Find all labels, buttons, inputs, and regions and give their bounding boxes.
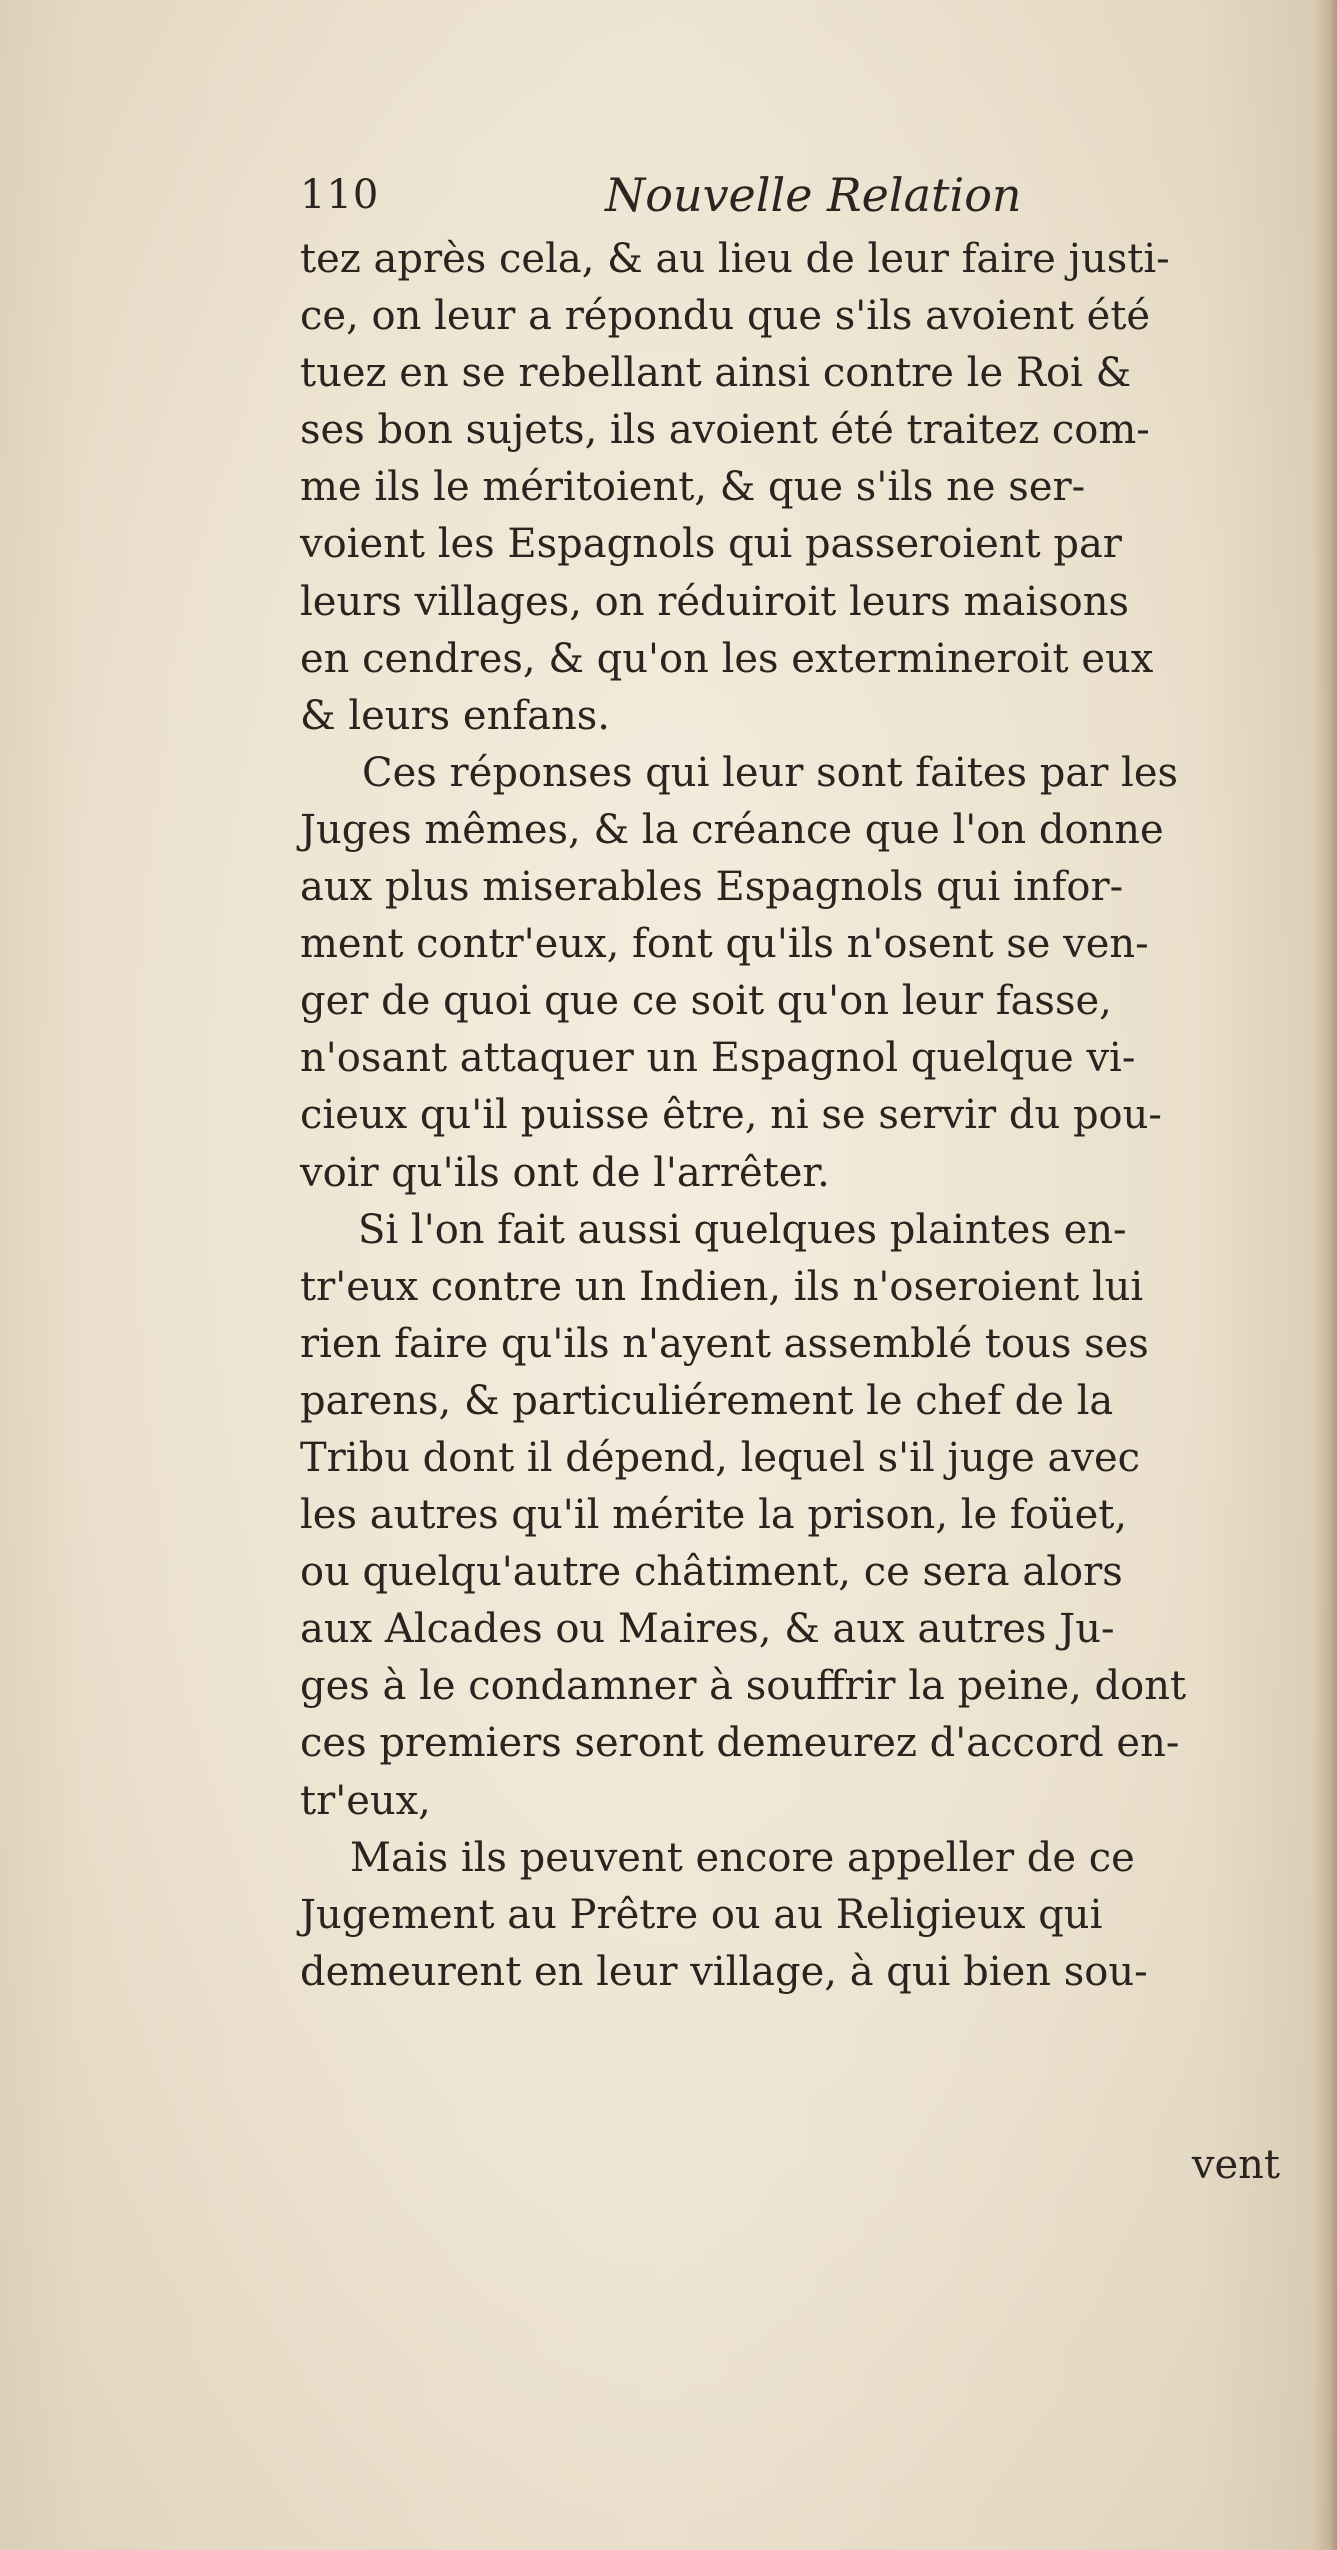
text-line: Juges mêmes, & la créance que l'on donne — [300, 806, 1164, 853]
text-line: ou quelqu'autre châtiment, ce sera alors — [300, 1549, 1123, 1596]
text-line: n'osant attaquer un Espagnol quelque vi- — [300, 1035, 1136, 1082]
text-line: leurs villages, on réduiroit leurs maisons — [300, 578, 1130, 625]
text-line: Jugement au Prêtre ou au Religieux qui — [300, 1891, 1103, 1938]
text-line: aux Alcades ou Maires, & aux autres Ju- — [300, 1606, 1115, 1653]
text-line: ges à le condamner à souffrir la peine, dont — [300, 1663, 1187, 1710]
text-line: en cendres, & qu'on les extermineroit eux — [300, 635, 1154, 682]
text-line: tez après cela, & au lieu de leur faire justi- — [300, 236, 1170, 282]
text-line: rien faire qu'ils n'ayent assemblé tous ses — [300, 1320, 1149, 1367]
text-line: me ils le méritoient, & que s'ils ne ser- — [300, 464, 1086, 511]
text-line: les autres qu'il mérite la prison, le foüet, — [300, 1492, 1128, 1539]
text-line: ces premiers seront demeurez d'accord en- — [300, 1720, 1180, 1767]
text-line: ment contr'eux, font qu'ils n'osent se ven- — [300, 921, 1149, 968]
running-head: Nouvelle Relation — [605, 168, 1022, 222]
text-line: tr'eux contre un Indien, ils n'oseroient lui — [300, 1263, 1144, 1310]
text-line: Mais ils peuvent encore appeller de ce — [350, 1834, 1135, 1881]
page-edge-shadow — [1313, 0, 1337, 2550]
text-line: demeurent en leur village, à qui bien sou- — [300, 1948, 1148, 1995]
text-line: parens, & particuliérement le chef de la — [300, 1377, 1114, 1424]
text-line: ce, on leur a répondu que s'ils avoient été — [300, 293, 1151, 340]
text-line: tr'eux, — [300, 1777, 431, 1824]
text-line: cieux qu'il puisse être, ni se servir du pou- — [300, 1092, 1162, 1139]
page-header — [300, 160, 1060, 230]
text-line: tuez en se rebellant ainsi contre le Roi & — [300, 350, 1132, 397]
text-line: Tribu dont il dépend, lequel s'il juge avec — [300, 1434, 1141, 1481]
text-line: & leurs enfans. — [300, 692, 610, 739]
text-line: aux plus miserables Espagnols qui infor- — [300, 864, 1124, 911]
page-number: 110 — [300, 172, 380, 218]
text-line: Si l'on fait aussi quelques plaintes en- — [358, 1206, 1127, 1253]
text-line: ses bon sujets, ils avoient été traitez com- — [300, 407, 1150, 454]
catchword: vent — [1191, 2142, 1280, 2188]
text-line: ger de quoi que ce soit qu'on leur fasse, — [300, 978, 1112, 1025]
body-text — [300, 231, 1290, 2001]
text-line: voir qu'ils ont de l'arrêter. — [300, 1149, 830, 1196]
text-line: Ces réponses qui leur sont faites par les — [362, 749, 1179, 796]
text-line: voient les Espagnols qui passeroient par — [300, 521, 1122, 568]
